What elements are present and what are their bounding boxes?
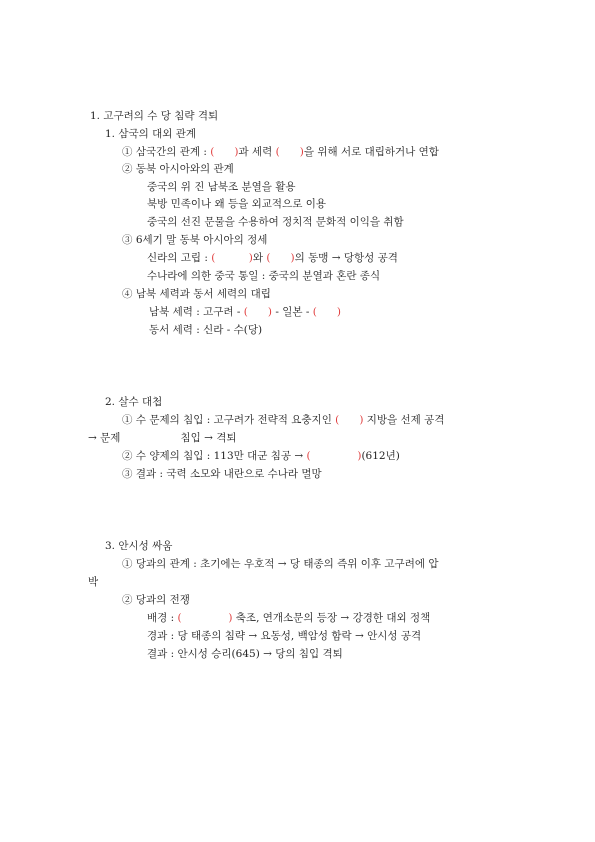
list-subitem: 수나라에 의한 중국 통일 : 중국의 분열과 혼란 종식	[147, 270, 381, 282]
blank-close: )	[299, 146, 304, 158]
list-subitem: 경과 : 당 태종의 침략 → 요동성, 백암성 함락 → 안시성 공격	[147, 630, 422, 642]
list-subitem: 동서 세력 : 신라 - 수(당)	[149, 324, 263, 336]
blank-open: (	[210, 146, 215, 158]
item-text: - 일본 -	[272, 306, 313, 318]
list-item-continued: 박	[88, 576, 99, 588]
blank-open: (	[266, 252, 271, 264]
list-item: ③ 결과 : 국력 소모와 내란으로 수나라 멸망	[122, 468, 322, 480]
blank-close: )	[267, 306, 273, 318]
item-text: 신라의 고립 :	[147, 252, 212, 264]
blank-open: (	[211, 252, 216, 264]
blank-close: )	[228, 612, 233, 624]
blank-open: (	[312, 306, 317, 318]
list-item-heading: ③ 6세기 말 동북 아시아의 정세	[122, 234, 268, 246]
list-subitem	[147, 612, 430, 625]
blank-space	[248, 306, 268, 318]
list-subitem: 중국의 위 진 남북조 분열을 활용	[147, 181, 296, 193]
item-text: ① 삼국간의 관계 :	[122, 146, 211, 158]
item-text: ① 수 문제의 침입 : 고구려가 전략적 요충지인	[122, 414, 336, 426]
blank-space	[215, 252, 248, 264]
list-subitem: 결과 : 안시성 승리(645) → 당의 침입 격퇴	[147, 648, 343, 660]
blank-space	[214, 146, 234, 158]
page-title: 1. 고구려의 수 당 침략 격퇴	[90, 110, 219, 122]
list-subitem	[147, 252, 398, 265]
blank-space	[270, 252, 290, 264]
list-item	[122, 414, 444, 427]
list-subitem: 중국의 선진 문물을 수용하여 정치적 문화적 이익을 취함	[147, 216, 404, 228]
blank-space	[317, 306, 337, 318]
blank-close: )	[290, 252, 295, 264]
list-item-heading: ② 동북 아시아와의 관계	[122, 163, 234, 175]
blank-close: )	[357, 450, 362, 462]
blank-space	[311, 450, 358, 462]
list-item-heading: ④ 남북 세력과 동서 세력의 대립	[122, 288, 271, 300]
blank-open: (	[335, 414, 340, 426]
list-item	[122, 450, 400, 463]
item-text: 축조, 연개소문의 등장 → 강경한 대외 정책	[232, 612, 431, 624]
blank-close: )	[336, 306, 342, 318]
item-text: 와	[252, 252, 267, 264]
section-heading: 3. 안시성 싸움	[105, 540, 173, 552]
item-text: 의 동맹 → 당항성 공격	[294, 252, 398, 264]
blank-space	[339, 414, 359, 426]
blank-open: (	[177, 612, 182, 624]
section-heading: 2. 살수 대첩	[105, 396, 163, 408]
item-text: (612년)	[361, 450, 400, 462]
blank-close: )	[234, 146, 239, 158]
item-text: 과 세력	[238, 146, 276, 158]
list-subitem	[149, 306, 341, 319]
list-item	[122, 146, 439, 159]
item-text: ② 수 양제의 침입 : 113만 대군 침공 →	[122, 450, 307, 462]
item-text: 남북 세력 : 고구려 -	[149, 306, 244, 318]
list-item: ① 당과의 관계 : 초기에는 우호적 → 당 태종의 즉위 이후 고구려에 압	[122, 558, 439, 570]
section-heading: 1. 삼국의 대외 관계	[105, 128, 197, 140]
blank-space	[280, 146, 300, 158]
blank-space	[182, 612, 229, 624]
blank-close: )	[248, 252, 253, 264]
blank-open: (	[243, 306, 248, 318]
blank-open: (	[306, 450, 311, 462]
item-text: 을 위해 서로 대립하거나 연합	[303, 146, 439, 158]
list-item-heading: ② 당과의 전쟁	[122, 594, 190, 606]
item-text: 지방을 선제 공격	[363, 414, 445, 426]
blank-close: )	[359, 414, 364, 426]
list-item-continued: → 문제 침입 → 격퇴	[88, 432, 237, 444]
item-text: 배경 :	[147, 612, 178, 624]
list-subitem: 북방 민족이나 왜 등을 외교적으로 이용	[147, 198, 326, 210]
blank-open: (	[275, 146, 280, 158]
